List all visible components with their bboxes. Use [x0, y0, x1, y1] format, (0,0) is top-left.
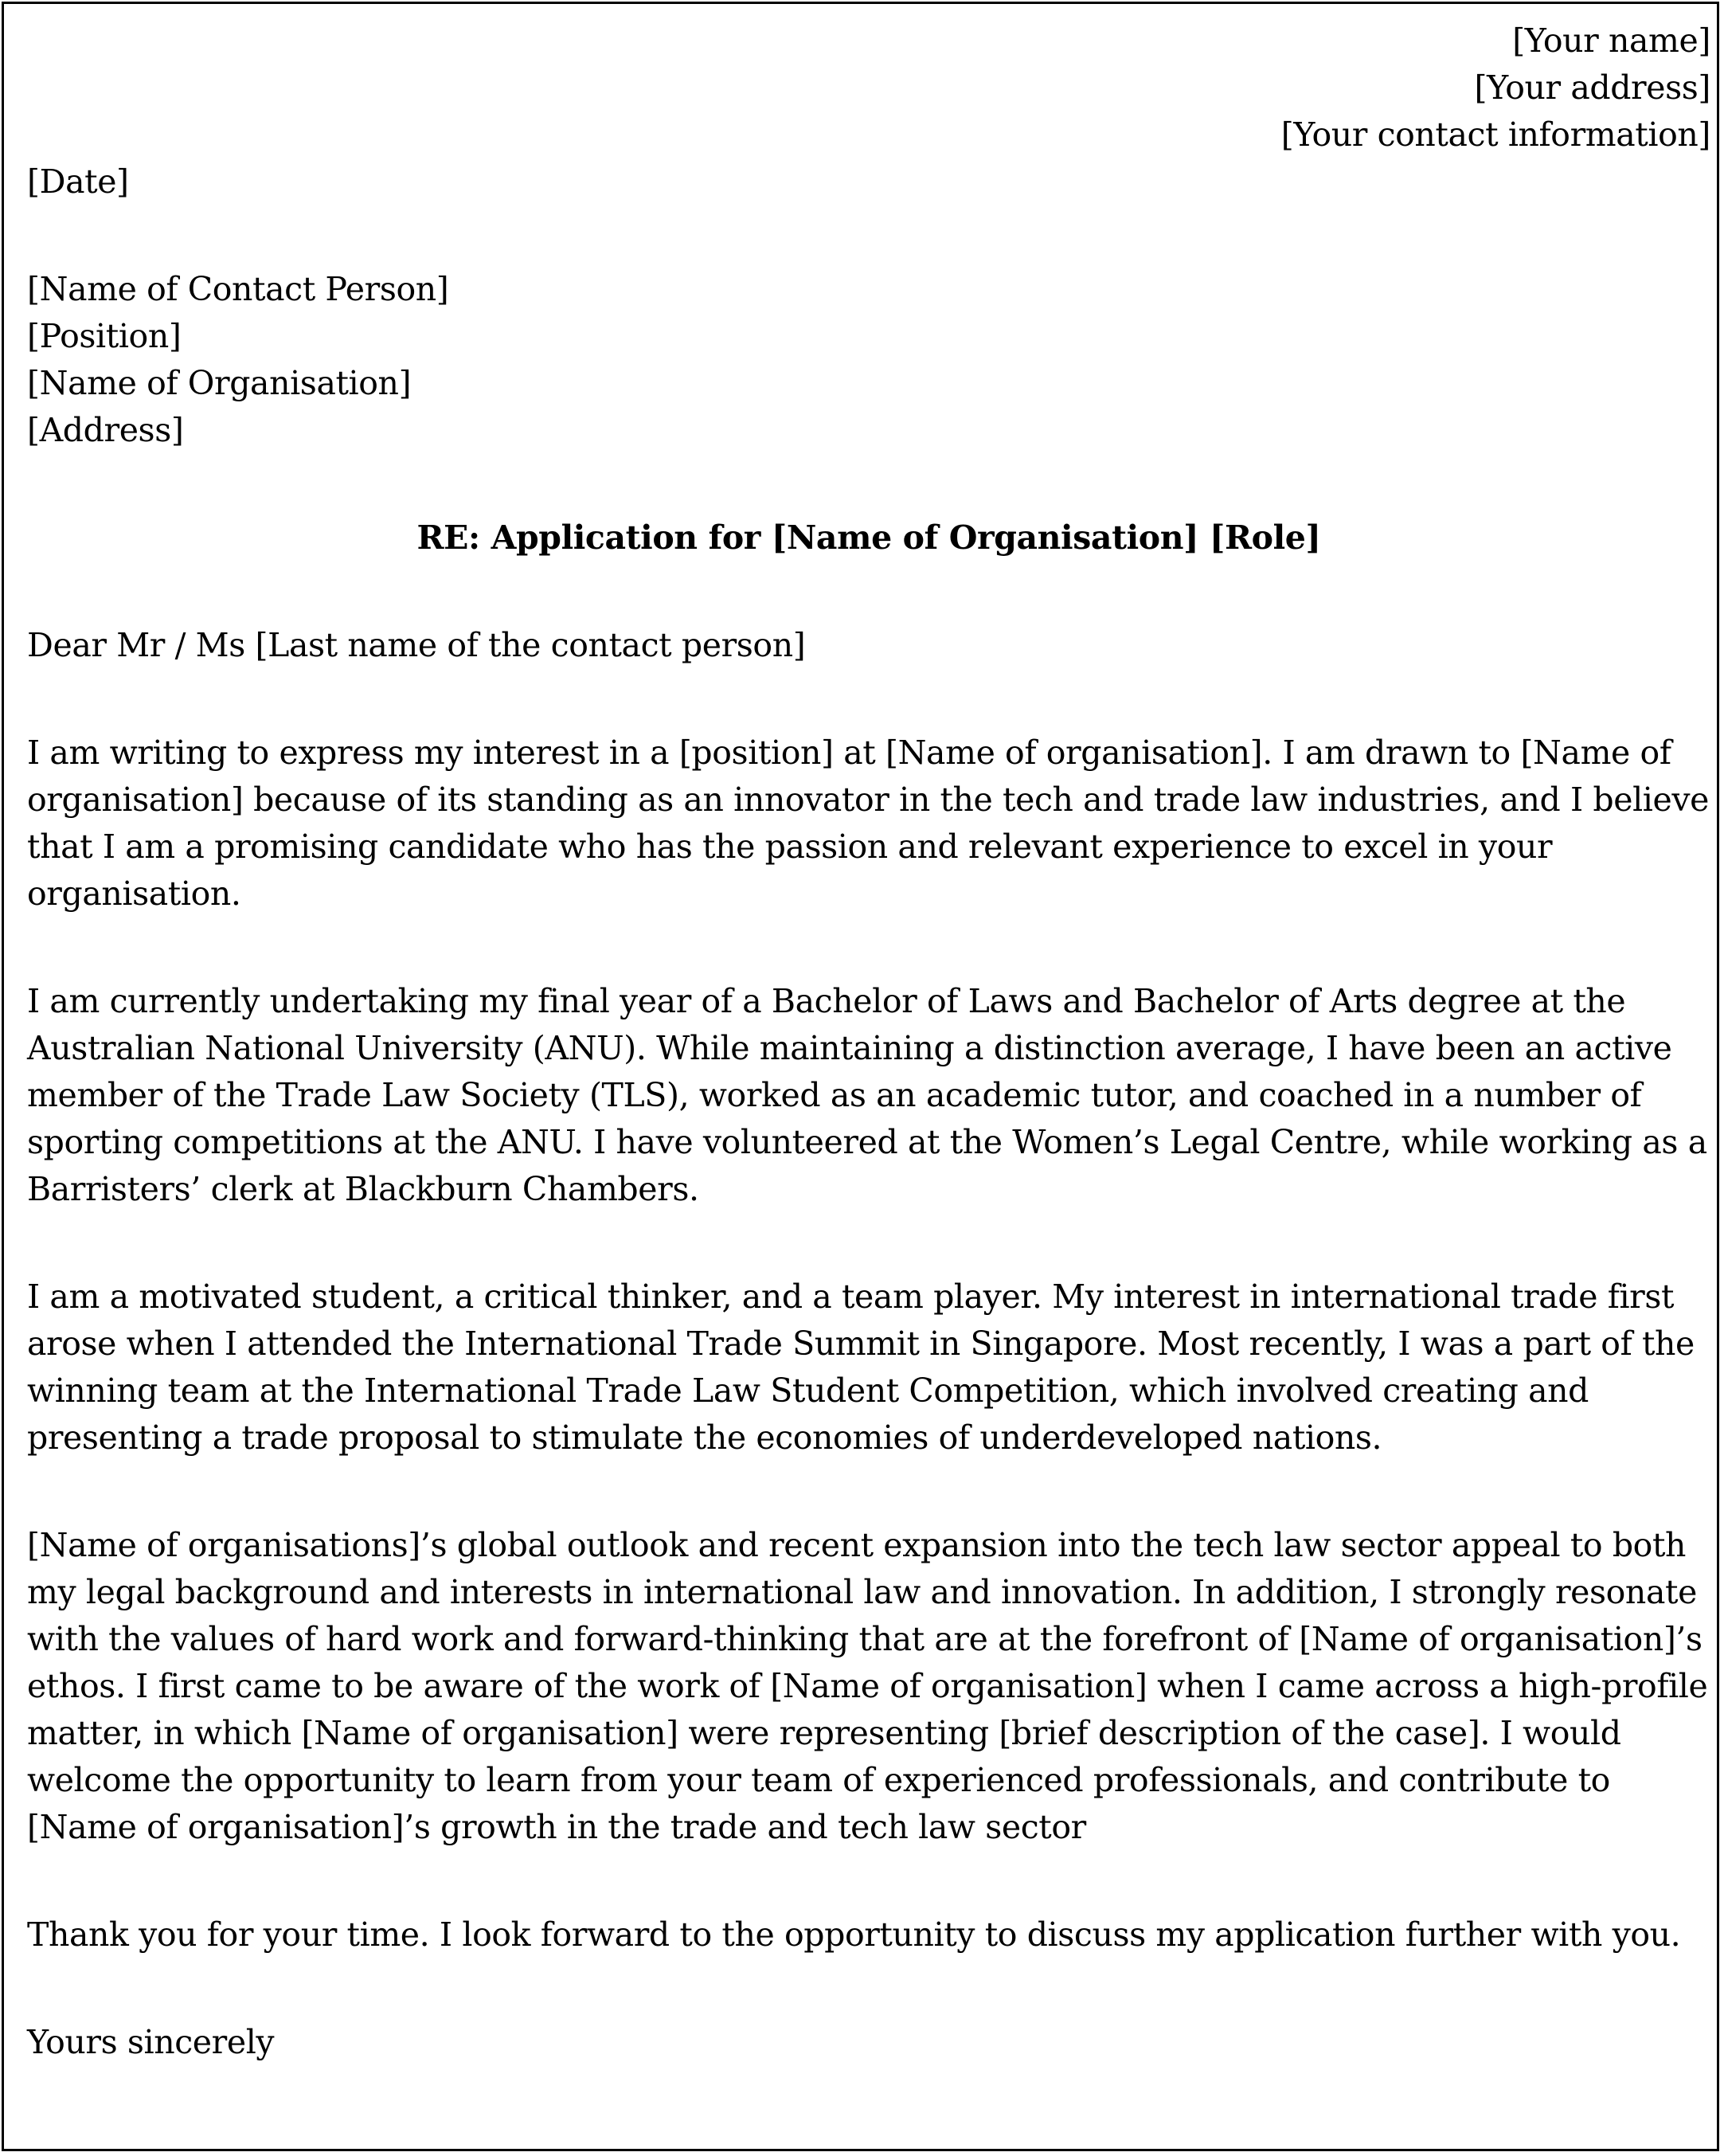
sender-name: [Your name]: [1512, 22, 1710, 60]
letter-date: [Date]: [27, 162, 129, 201]
subject-line: RE: Application for [Name of Organisation] [Role]: [416, 518, 1321, 557]
paragraph-motivation: I am a motivated student, a critical thinker, and a team player. My interest in international trade first arose when I attended the International Trade Summit in Singapore. Most recently, I was a part of the winning team at the International Trade Law Student Competition, which involved creating and presenting a trade proposal to stimulate the economies of underdeveloped nations.: [27, 1278, 1695, 1457]
paragraph-introduction: I am writing to express my interest in a [position] at [Name of organisation]. I am drawn to [Name of organisation] because of its standing as an innovator in the tech and trade law industries, and I believe that I am a promising candidate who has the passion and relevant experience to excel in your organisation.: [27, 734, 1710, 913]
sender-block: [27, 18, 1710, 158]
signoff: Yours sincerely: [27, 2023, 275, 2061]
recipient-organisation: [Name of Organisation]: [27, 364, 412, 402]
recipient-block: [27, 266, 1710, 454]
cover-letter: [27, 18, 1710, 2066]
paragraph-organisation-fit: [Name of organisations]’s global outlook and recent expansion into the tech law sector appeal to both my legal background and interests in international law and innovation. In addition, I strongly resonate with the values of hard work and forward-thinking that are at the forefront of [Name of organisation]’s ethos. I first came to be aware of the work of [Name of organisation] when I came across a high-profile matter, in which [Name of organisation] were representing [brief description of the case]. I would welcome the opportunity to learn from your team of experienced professionals, and contribute to [Name of organisation]’s growth in the trade and tech law sector: [27, 1526, 1708, 1846]
paragraph-closing: Thank you for your time. I look forward to the opportunity to discuss my application further with you.: [27, 1915, 1681, 1954]
paragraph-education: I am currently undertaking my final year of a Bachelor of Laws and Bachelor of Arts degree at the Australian National University (ANU). While maintaining a distinction average, I have been an active member of the Trade Law Society (TLS), worked as an academic tutor, and coached in a number of sporting competitions at the ANU. I have volunteered at the Women’s Legal Centre, while working as a Barristers’ clerk at Blackburn Chambers.: [27, 982, 1707, 1208]
recipient-position: [Position]: [27, 317, 182, 355]
recipient-contact-person: [Name of Contact Person]: [27, 270, 449, 308]
sender-contact: [Your contact information]: [1280, 115, 1710, 154]
salutation: Dear Mr / Ms [Last name of the contact person]: [27, 626, 806, 664]
sender-address: [Your address]: [1474, 68, 1710, 107]
recipient-address: [Address]: [27, 411, 184, 449]
